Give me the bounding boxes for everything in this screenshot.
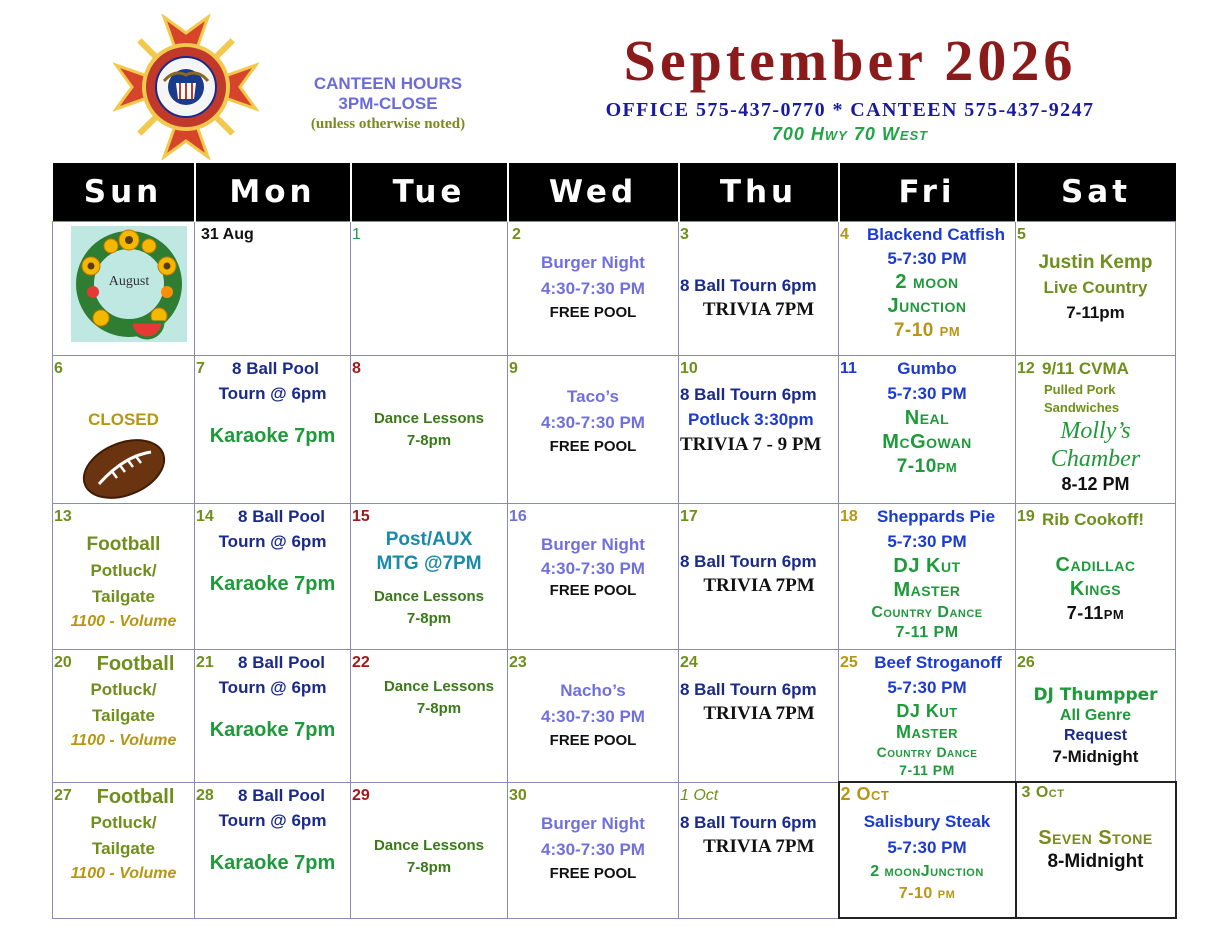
event-text: 7-10 pm <box>893 319 961 341</box>
day-cell <box>839 355 1016 503</box>
event-text: TRIVIA 7PM <box>702 298 815 320</box>
event-text: CLOSED <box>88 409 159 429</box>
event-text: 5-7:30 PM <box>887 248 967 268</box>
football-icon <box>79 432 169 502</box>
day-cell <box>508 782 679 918</box>
weekday-thu: Thu <box>679 163 839 221</box>
event-text: Burger Night <box>541 534 645 554</box>
day-cell <box>351 355 508 503</box>
date-number: 3 <box>680 225 689 243</box>
date-number: 9 <box>509 359 518 377</box>
date-number: 8 <box>352 359 361 377</box>
event-text: TRIVIA 7PM <box>703 702 815 724</box>
date-number: 23 <box>509 653 527 671</box>
date-number: 15 <box>352 507 370 525</box>
event-text: 4:30-7:30 PM <box>541 278 645 298</box>
event-text: TRIVIA 7PM <box>703 574 815 596</box>
event-text: Karaoke 7pm <box>209 572 336 595</box>
event-text: Salisbury Steak <box>863 812 991 831</box>
canteen-hours <box>280 74 496 134</box>
day-cell <box>351 649 508 782</box>
event-text: 7-11pm <box>1066 302 1125 322</box>
hours-time: 3PM-CLOSE <box>338 94 438 113</box>
event-text: Burger Night <box>541 252 645 272</box>
date-number: 26 <box>1017 653 1035 671</box>
event-text: Dance Lessons <box>383 677 495 695</box>
event-text: Country Dance <box>876 743 978 760</box>
day-cell <box>508 503 679 649</box>
event-text: 8 Ball Tourn 6pm <box>680 812 817 832</box>
address: 700 Hwy 70 West <box>771 124 929 144</box>
event-text: Potluck/ <box>90 560 157 580</box>
day-cell <box>679 649 839 782</box>
event-text: Dance Lessons <box>373 587 485 605</box>
event-text: 5-7:30 PM <box>887 677 967 697</box>
day-cell <box>1016 355 1176 503</box>
event-text: Football <box>96 785 175 808</box>
event-text: TRIVIA 7 - 9 PM <box>680 433 822 455</box>
event-text: 7-8pm <box>406 858 452 876</box>
event-text: 7-10pm <box>896 455 958 477</box>
date-number: 24 <box>680 653 698 671</box>
page-title: September 2026 <box>623 28 1077 93</box>
date-number: 11 <box>840 359 857 377</box>
event-text: 7-Midnight <box>1052 746 1139 766</box>
day-cell <box>53 503 195 649</box>
day-cell <box>195 782 351 918</box>
day-cell <box>839 782 1016 918</box>
day-cell <box>679 221 839 355</box>
week-row <box>53 221 1176 355</box>
weekday-fri: Fri <box>839 163 1016 221</box>
event-text: Blackend Catfish <box>867 224 1005 244</box>
date-number: 18 <box>840 507 858 525</box>
event-text: 8 Ball Pool <box>238 506 325 526</box>
day-cell <box>839 503 1016 649</box>
event-text: Tourn @ 6pm <box>218 531 327 551</box>
day-cell <box>508 355 679 503</box>
event-text: 5-7:30 PM <box>887 383 967 403</box>
day-cell <box>1016 503 1176 649</box>
date-number: 19 <box>1017 507 1035 525</box>
event-text: 5-7:30 PM <box>887 531 967 551</box>
event-text: Post/AUX <box>385 528 473 550</box>
date-number: 20 <box>54 653 72 671</box>
weekday-sat: Sat <box>1016 163 1176 221</box>
event-text: Burger Night <box>541 813 645 833</box>
event-text: Cadillac <box>1055 553 1136 576</box>
event-text: Kings <box>1069 577 1122 600</box>
event-text: Seven Stone <box>1038 827 1153 849</box>
week-row <box>53 649 1176 782</box>
event-text: 2 moonJunction <box>870 863 984 880</box>
calendar-grid <box>52 163 1177 919</box>
date-number: 2 Oct <box>840 784 890 804</box>
day-cell <box>53 782 195 918</box>
event-text: Junction <box>887 294 967 317</box>
weekday-mon: Mon <box>195 163 351 221</box>
date-number: 12 <box>1017 359 1035 377</box>
event-text: Rib Cookoff! <box>1042 509 1144 529</box>
event-text: Master <box>895 721 959 742</box>
event-text: 2 moon <box>895 270 959 293</box>
date-number: 3 Oct <box>1021 784 1065 801</box>
event-text: Gumbo <box>897 358 957 378</box>
date-number: 31 Aug <box>201 225 254 243</box>
date-number: 6 <box>54 359 63 377</box>
event-text: Dance Lessons <box>373 409 485 427</box>
date-number: 14 <box>196 507 214 525</box>
event-text: 1100 - Volume <box>70 612 177 630</box>
day-cell <box>839 221 1016 355</box>
date-number: 30 <box>509 786 527 804</box>
event-text: McGowan <box>882 430 972 453</box>
event-text: Taco’s <box>567 386 619 406</box>
event-text: Tailgate <box>92 705 155 725</box>
date-number: 16 <box>509 507 527 525</box>
event-text: 4:30-7:30 PM <box>541 412 645 432</box>
event-text: FREE POOL <box>549 581 637 599</box>
event-text: Beef Stroganoff <box>874 652 1002 672</box>
hours-heading: CANTEEN HOURS <box>313 74 463 93</box>
date-number: 22 <box>352 653 370 671</box>
event-text: 7-8pm <box>406 609 452 627</box>
event-text: 4:30-7:30 PM <box>541 839 645 859</box>
event-text: Request <box>1063 726 1128 744</box>
day-cell <box>195 503 351 649</box>
date-number: 21 <box>196 653 214 671</box>
date-number: 1 <box>352 225 361 243</box>
event-text: Nacho’s <box>560 680 626 700</box>
day-cell <box>351 782 508 918</box>
day-cell <box>53 649 195 782</box>
day-cell <box>351 221 508 355</box>
event-text: Potluck/ <box>90 679 157 699</box>
date-number: 28 <box>196 786 214 804</box>
date-number: 4 <box>840 225 849 243</box>
weekday-tue: Tue <box>351 163 508 221</box>
event-text: 7-11pm <box>1066 602 1125 623</box>
event-text: FREE POOL <box>549 303 637 321</box>
event-text: 8 Ball Pool <box>238 785 325 805</box>
date-number: 13 <box>54 507 72 525</box>
event-text: 1100 - Volume <box>70 864 177 882</box>
event-text: Football <box>96 652 175 675</box>
day-cell <box>508 221 679 355</box>
event-text: 7-8pm <box>416 699 462 717</box>
event-text: Molly’s <box>1060 417 1131 444</box>
event-text: FREE POOL <box>549 864 637 882</box>
event-text: 8 Ball Tourn 6pm <box>680 384 817 404</box>
date-number: 10 <box>680 359 698 377</box>
date-number: 7 <box>196 359 205 377</box>
event-text: 4:30-7:30 PM <box>541 558 645 578</box>
event-text: TRIVIA 7PM <box>703 835 815 857</box>
event-text: Karaoke 7pm <box>209 851 336 874</box>
day-cell <box>53 221 195 355</box>
event-text: Pulled Pork <box>1044 381 1116 397</box>
day-cell <box>679 503 839 649</box>
day-cell <box>351 503 508 649</box>
date-number: 27 <box>54 786 72 804</box>
event-text: 8 Ball Tourn 6pm <box>680 551 817 571</box>
date-number: 25 <box>840 653 858 671</box>
week-row <box>53 503 1176 649</box>
date-number: 5 <box>1017 225 1026 243</box>
event-text: Neal <box>904 406 950 429</box>
event-text: Dance Lessons <box>373 836 485 854</box>
date-number: 2 <box>512 225 521 243</box>
wreath-label: August <box>108 273 150 289</box>
event-text: Master <box>893 578 961 601</box>
event-text: 1100 - Volume <box>70 731 177 749</box>
day-cell <box>1016 649 1176 782</box>
weekday-sun: Sun <box>53 163 195 221</box>
event-text: 8 Ball Tourn 6pm <box>680 679 817 699</box>
event-text: Tourn @ 6pm <box>218 677 327 697</box>
date-number: 1 Oct <box>680 786 719 804</box>
event-text: Karaoke 7pm <box>209 718 336 741</box>
event-text: Country Dance <box>871 603 983 621</box>
event-text: 5-7:30 PM <box>887 838 967 857</box>
day-cell <box>679 355 839 503</box>
day-cell <box>195 221 351 355</box>
event-text: FREE POOL <box>549 731 637 749</box>
event-text: MTG @7PM <box>376 552 482 574</box>
event-text: Sandwiches <box>1044 399 1120 415</box>
day-cell <box>53 355 195 503</box>
day-cell <box>1016 782 1176 918</box>
date-number: 29 <box>352 786 370 804</box>
event-text: Potluck 3:30pm <box>688 409 814 429</box>
event-text: Tourn @ 6pm <box>218 810 327 830</box>
day-cell <box>195 355 351 503</box>
event-text: Tailgate <box>92 838 155 858</box>
event-text: Karaoke 7pm <box>209 424 336 447</box>
event-text: Potluck/ <box>90 812 157 832</box>
event-text: Tourn @ 6pm <box>218 383 327 403</box>
event-text: Sheppards Pie <box>876 506 996 526</box>
event-text: 4:30-7:30 PM <box>541 706 645 726</box>
phone-numbers: OFFICE 575-437-0770 * CANTEEN 575-437-9247 <box>605 99 1095 121</box>
event-text: 8-Midnight <box>1047 851 1144 872</box>
date-number: 17 <box>680 507 698 525</box>
event-text: 8 Ball Tourn 6pm <box>680 275 817 295</box>
event-text: 7-11 PM <box>899 761 955 778</box>
vfw-logo <box>113 14 259 160</box>
event-text: Live Country <box>1043 277 1148 297</box>
hours-note: (unless otherwise noted) <box>310 116 466 132</box>
day-cell <box>508 649 679 782</box>
event-text: FREE POOL <box>549 437 637 455</box>
week-row <box>53 782 1176 918</box>
day-cell <box>839 649 1016 782</box>
event-text: Tailgate <box>92 586 155 606</box>
day-cell <box>195 649 351 782</box>
event-text: 8-12 PM <box>1061 473 1130 494</box>
event-text: Justin Kemp <box>1038 251 1153 273</box>
weekday-wed: Wed <box>508 163 679 221</box>
event-text: 8 Ball Pool <box>238 652 325 672</box>
event-text: Chamber <box>1050 445 1141 472</box>
event-text: DJ Kut <box>893 554 961 577</box>
day-cell <box>1016 221 1176 355</box>
day-cell <box>679 782 839 918</box>
event-text: 7-10 pm <box>898 885 956 902</box>
event-text: Football <box>86 533 161 555</box>
event-text: 7-8pm <box>406 431 452 449</box>
event-text: DJ Kut <box>896 700 958 721</box>
event-text: DJ Thumpper <box>1033 684 1158 705</box>
august-wreath-image <box>71 226 187 342</box>
week-row <box>53 355 1176 503</box>
event-text: All Genre <box>1059 706 1132 724</box>
event-text: 8 Ball Pool <box>232 358 319 378</box>
weekday-header-row <box>53 163 1176 221</box>
event-text: 7-11 PM <box>895 623 959 641</box>
event-text: 9/11 CVMA <box>1042 358 1129 378</box>
